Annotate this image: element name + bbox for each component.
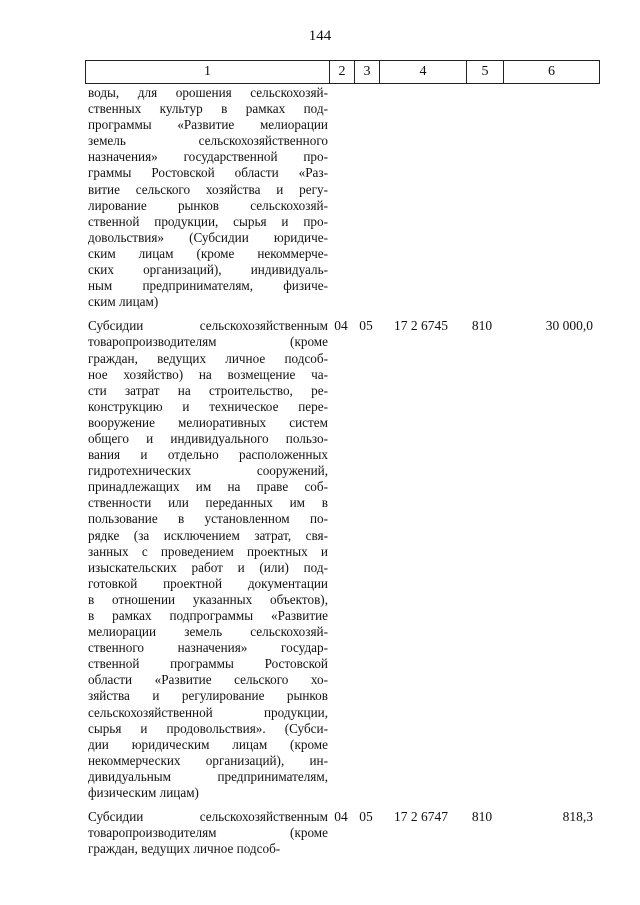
description-line: ских организаций), индивидуаль-: [88, 262, 328, 278]
description-line: назначения» государственной про-: [88, 149, 328, 165]
section-code: 04: [334, 318, 348, 334]
description-line: граждан, ведущих личное подсоб-: [88, 841, 281, 857]
table-row: [85, 85, 597, 310]
column-header-6: 6: [504, 61, 600, 84]
description-line: ное хозяйство) на возмещение ча-: [88, 366, 328, 382]
description-line: ственного назначения» государ-: [88, 640, 328, 656]
column-header-5: 5: [467, 61, 504, 84]
column-header-table: [85, 60, 600, 84]
description-line: ным предпринимателям, физиче-: [88, 278, 328, 294]
description-line: сельскохозяйственной продукции,: [88, 704, 328, 720]
description-line: дивидуальным предпринимателям,: [88, 768, 328, 784]
target-article-code: 17 2 6747: [394, 809, 448, 825]
description-line: готовкой проектной документации: [88, 575, 328, 591]
description-line: занных с проведением проектных и: [88, 543, 328, 559]
description-line: общего и индивидуального пользо-: [88, 430, 328, 446]
description-line: воды, для орошения сельскохозяй-: [88, 85, 328, 100]
table-row: [85, 318, 597, 801]
column-header-2: 2: [330, 61, 355, 84]
description-line: рядке (за исключением затрат, свя-: [88, 527, 328, 543]
description-line: принадлежащих им на праве соб-: [88, 479, 328, 495]
description-line: вания и отдельно расположенных: [88, 447, 328, 463]
description-line: Субсидии сельскохозяйственным: [88, 318, 328, 334]
column-header-1: 1: [86, 61, 330, 84]
description-line: товаропроизводителям (кроме: [88, 334, 328, 350]
description-line: товаропроизводителям (кроме: [88, 825, 328, 841]
description-line: пользование в установленном по-: [88, 511, 328, 527]
description-line: физическим лицам): [88, 785, 199, 801]
description-line: конструкцию и техническое пере-: [88, 398, 328, 414]
description-line: ственности или переданных им в: [88, 495, 328, 511]
table-row: [85, 809, 597, 857]
subsection-code: 05: [359, 318, 373, 334]
description-line: земель сельскохозяйственного: [88, 133, 328, 149]
page-number: 144: [308, 28, 332, 44]
description-line: ственной продукции, сырья и про-: [88, 213, 328, 229]
description-line: области «Развитие сельского хо-: [88, 672, 328, 688]
description-line: гидротехнических сооружений,: [88, 463, 328, 479]
expense-type-code: 810: [471, 318, 493, 334]
column-header-3: 3: [355, 61, 380, 84]
subsection-code: 05: [359, 809, 373, 825]
description-line: ственной программы Ростовской: [88, 656, 328, 672]
row-description: [85, 85, 328, 310]
amount-value: 818,3: [562, 809, 593, 825]
description-line: мелиорации земель сельскохозяй-: [88, 624, 328, 640]
description-line: вооружение мелиоративных систем: [88, 414, 328, 430]
description-line: зяйства и регулирование рынков: [88, 688, 328, 704]
description-line: ским лицам): [88, 294, 159, 310]
row-description: [85, 809, 328, 857]
description-line: витие сельского хозяйства и регу-: [88, 181, 328, 197]
description-line: программы «Развитие мелиорации: [88, 117, 328, 133]
target-article-code: 17 2 6745: [394, 318, 448, 334]
description-line: изыскательских работ и (или) под-: [88, 559, 328, 575]
expense-type-code: 810: [471, 809, 493, 825]
description-line: ским лицам (кроме некоммерче-: [88, 245, 328, 261]
description-line: некоммерческих организаций), ин-: [88, 752, 328, 768]
row-description: [85, 318, 328, 801]
description-line: Субсидии сельскохозяйственным: [88, 809, 328, 825]
section-code: 04: [334, 809, 348, 825]
description-line: дии юридическим лицам (кроме: [88, 736, 328, 752]
description-line: граждан, ведущих личное подсоб-: [88, 350, 328, 366]
amount-value: 30 000,0: [545, 318, 593, 334]
description-line: ственных культур в рамках под-: [88, 101, 328, 117]
description-line: в отношении указанных объектов),: [88, 591, 328, 607]
description-line: сырья и продовольствия». (Субси-: [88, 720, 328, 736]
description-line: сти затрат на строительство, ре-: [88, 382, 328, 398]
description-line: довольствия» (Субсидии юридиче-: [88, 229, 328, 245]
description-line: граммы Ростовской области «Раз-: [88, 165, 328, 181]
description-line: в рамках подпрограммы «Развитие: [88, 608, 328, 623]
column-header-4: 4: [380, 61, 467, 84]
column-header-row: [86, 61, 600, 84]
budget-table-body: [85, 85, 597, 865]
description-line: лирование рынков сельскохозяй-: [88, 197, 328, 213]
